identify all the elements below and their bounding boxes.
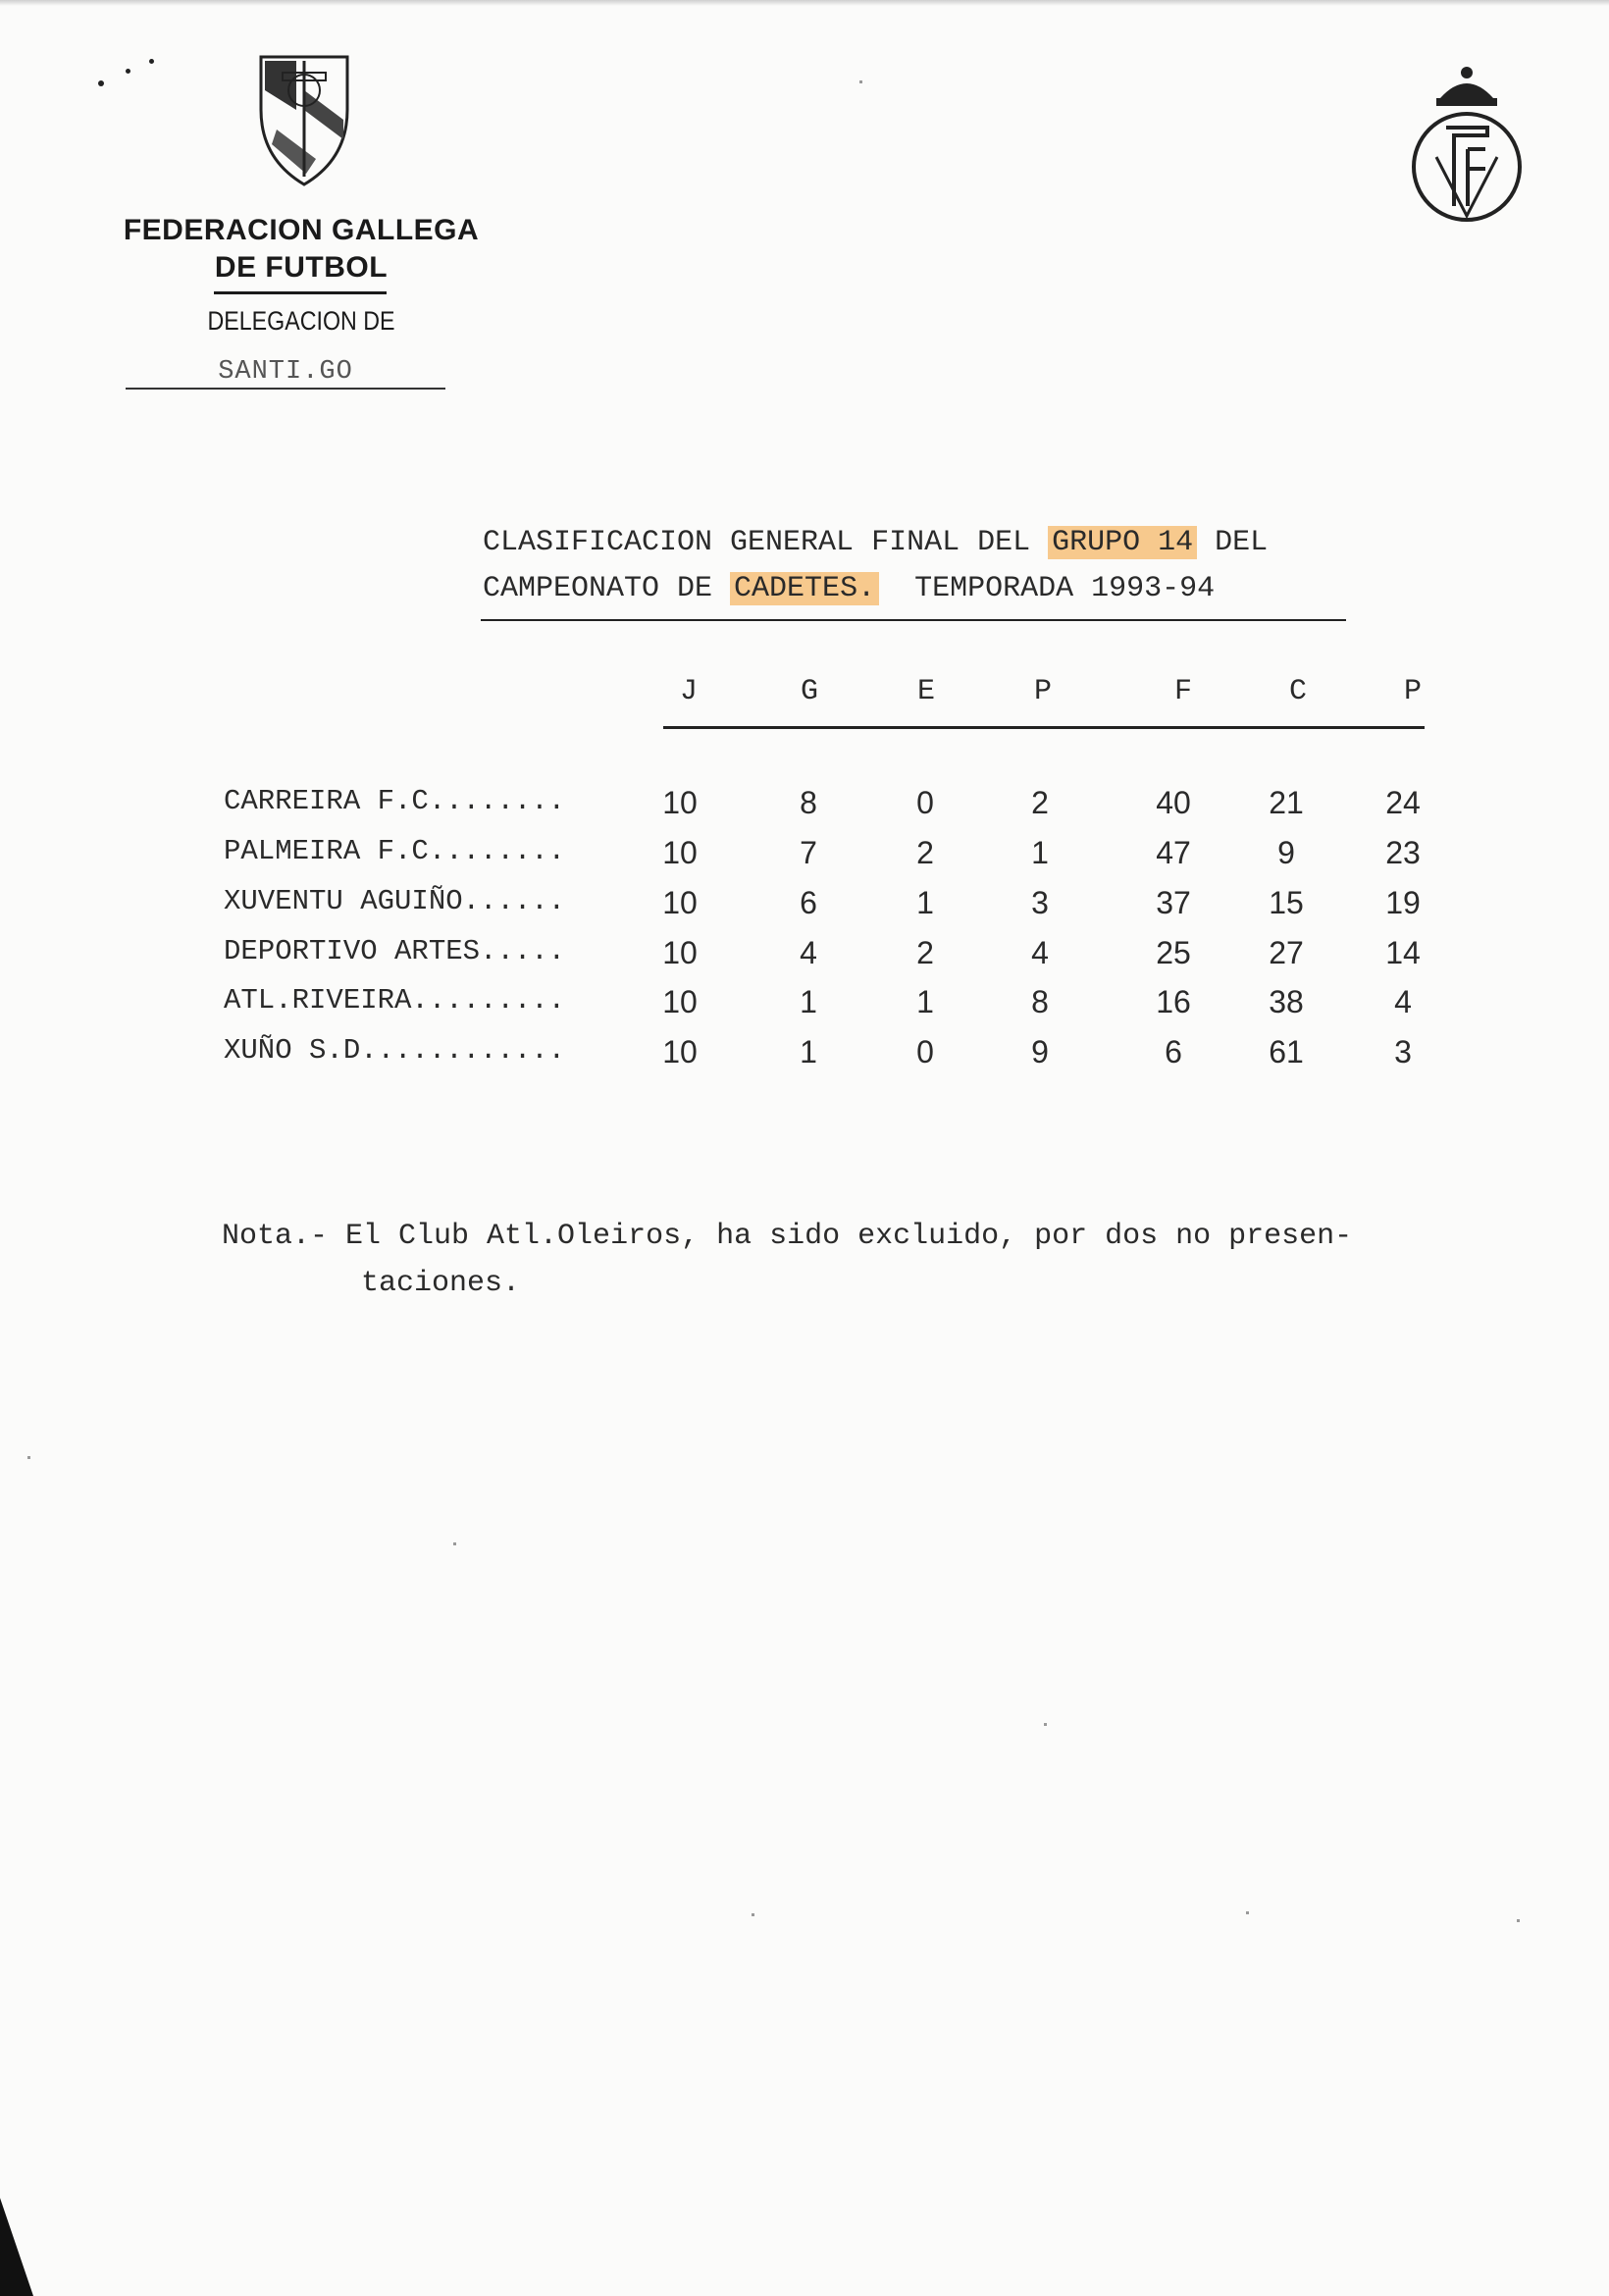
won-value: 6 xyxy=(800,885,817,920)
document-title xyxy=(483,520,1268,612)
col-header-f: F xyxy=(1173,675,1192,708)
played-value: 10 xyxy=(662,935,698,970)
federation-name-line2: DE FUTBOL xyxy=(214,251,389,284)
delegation-city: SANTI.GO xyxy=(218,357,353,387)
goals-against-value: 21 xyxy=(1269,785,1304,820)
goals-for-value: 25 xyxy=(1156,935,1191,970)
goals-for-value: 40 xyxy=(1156,785,1191,820)
played-value: 10 xyxy=(662,885,698,920)
footnote-line1: Nota.- El Club Atl.Oleiros, ha sido excluido, por dos no presen- xyxy=(222,1220,1353,1253)
lost-value: 4 xyxy=(1031,935,1049,970)
title-line1-text: CLASIFICACION GENERAL FINAL DEL xyxy=(483,526,1049,559)
team-name: DEPORTIVO ARTES..... xyxy=(224,935,566,967)
goals-for-value: 16 xyxy=(1156,984,1191,1019)
col-header-p: P xyxy=(1033,675,1052,708)
lost-value: 9 xyxy=(1031,1034,1049,1070)
col-header-g: G xyxy=(800,675,818,708)
points-value: 19 xyxy=(1385,885,1421,920)
delegation-label: DELEGACION DE xyxy=(207,306,395,336)
table-row xyxy=(0,785,1609,834)
lost-value: 3 xyxy=(1031,885,1049,920)
points-value: 24 xyxy=(1385,785,1421,820)
col-header-j: J xyxy=(679,675,698,708)
goals-for-value: 37 xyxy=(1156,885,1191,920)
drawn-value: 1 xyxy=(916,984,934,1019)
title-line2-season: TEMPORADA 1993-94 xyxy=(879,572,1216,605)
footnote-line2: taciones. xyxy=(361,1267,521,1300)
team-name: XUÑO S.D............ xyxy=(224,1034,566,1067)
played-value: 10 xyxy=(662,785,698,820)
goals-against-value: 61 xyxy=(1269,1034,1304,1070)
played-value: 10 xyxy=(662,984,698,1019)
drawn-value: 2 xyxy=(916,935,934,970)
drawn-value: 2 xyxy=(916,835,934,870)
goals-against-value: 38 xyxy=(1269,984,1304,1019)
points-value: 4 xyxy=(1394,984,1412,1019)
table-row xyxy=(0,984,1609,1033)
scan-edge xyxy=(0,0,1609,6)
team-name: PALMEIRA F.C........ xyxy=(224,835,566,867)
table-row xyxy=(0,885,1609,934)
col-header-c: C xyxy=(1288,675,1307,708)
table-row xyxy=(0,1034,1609,1083)
played-value: 10 xyxy=(662,1034,698,1070)
drawn-value: 0 xyxy=(916,785,934,820)
points-value: 14 xyxy=(1385,935,1421,970)
points-value: 3 xyxy=(1394,1034,1412,1070)
title-line2 xyxy=(483,566,1268,612)
col-header-e: E xyxy=(916,675,935,708)
team-name: CARREIRA F.C........ xyxy=(224,785,566,817)
goals-against-value: 9 xyxy=(1277,835,1295,870)
drawn-value: 1 xyxy=(916,885,934,920)
lost-value: 1 xyxy=(1031,835,1049,870)
title-line1 xyxy=(483,520,1268,566)
city-underline xyxy=(126,388,445,390)
goals-against-value: 15 xyxy=(1269,885,1304,920)
won-value: 1 xyxy=(800,984,817,1019)
footnote xyxy=(222,1213,1352,1307)
title-highlight-category: CADETES. xyxy=(730,572,879,605)
goals-for-value: 6 xyxy=(1165,1034,1182,1070)
drawn-value: 0 xyxy=(916,1034,934,1070)
team-name: XUVENTU AGUIÑO...... xyxy=(224,885,566,917)
title-line1-end: DEL xyxy=(1197,526,1269,559)
federation-name xyxy=(59,212,544,287)
goals-against-value: 27 xyxy=(1269,935,1304,970)
lost-value: 2 xyxy=(1031,785,1049,820)
header-underline xyxy=(663,726,1425,729)
title-underline xyxy=(481,619,1346,621)
table-row xyxy=(0,835,1609,884)
won-value: 8 xyxy=(800,785,817,820)
goals-for-value: 47 xyxy=(1156,835,1191,870)
col-header-pts: P xyxy=(1403,675,1422,708)
table-row xyxy=(0,935,1609,984)
team-name: ATL.RIVEIRA......... xyxy=(224,984,566,1017)
won-value: 4 xyxy=(800,935,817,970)
scan-corner-mark xyxy=(0,2198,33,2296)
won-value: 7 xyxy=(800,835,817,870)
lost-value: 8 xyxy=(1031,984,1049,1019)
federation-underline xyxy=(214,291,387,294)
royal-crest-logo xyxy=(1407,59,1527,228)
won-value: 1 xyxy=(800,1034,817,1070)
title-highlight-group: GRUPO 14 xyxy=(1048,526,1197,559)
played-value: 10 xyxy=(662,835,698,870)
federation-name-line1: FEDERACION GALLEGA xyxy=(123,214,480,246)
federation-shield-logo xyxy=(257,51,351,188)
title-line2-text: CAMPEONATO DE xyxy=(483,572,731,605)
points-value: 23 xyxy=(1385,835,1421,870)
